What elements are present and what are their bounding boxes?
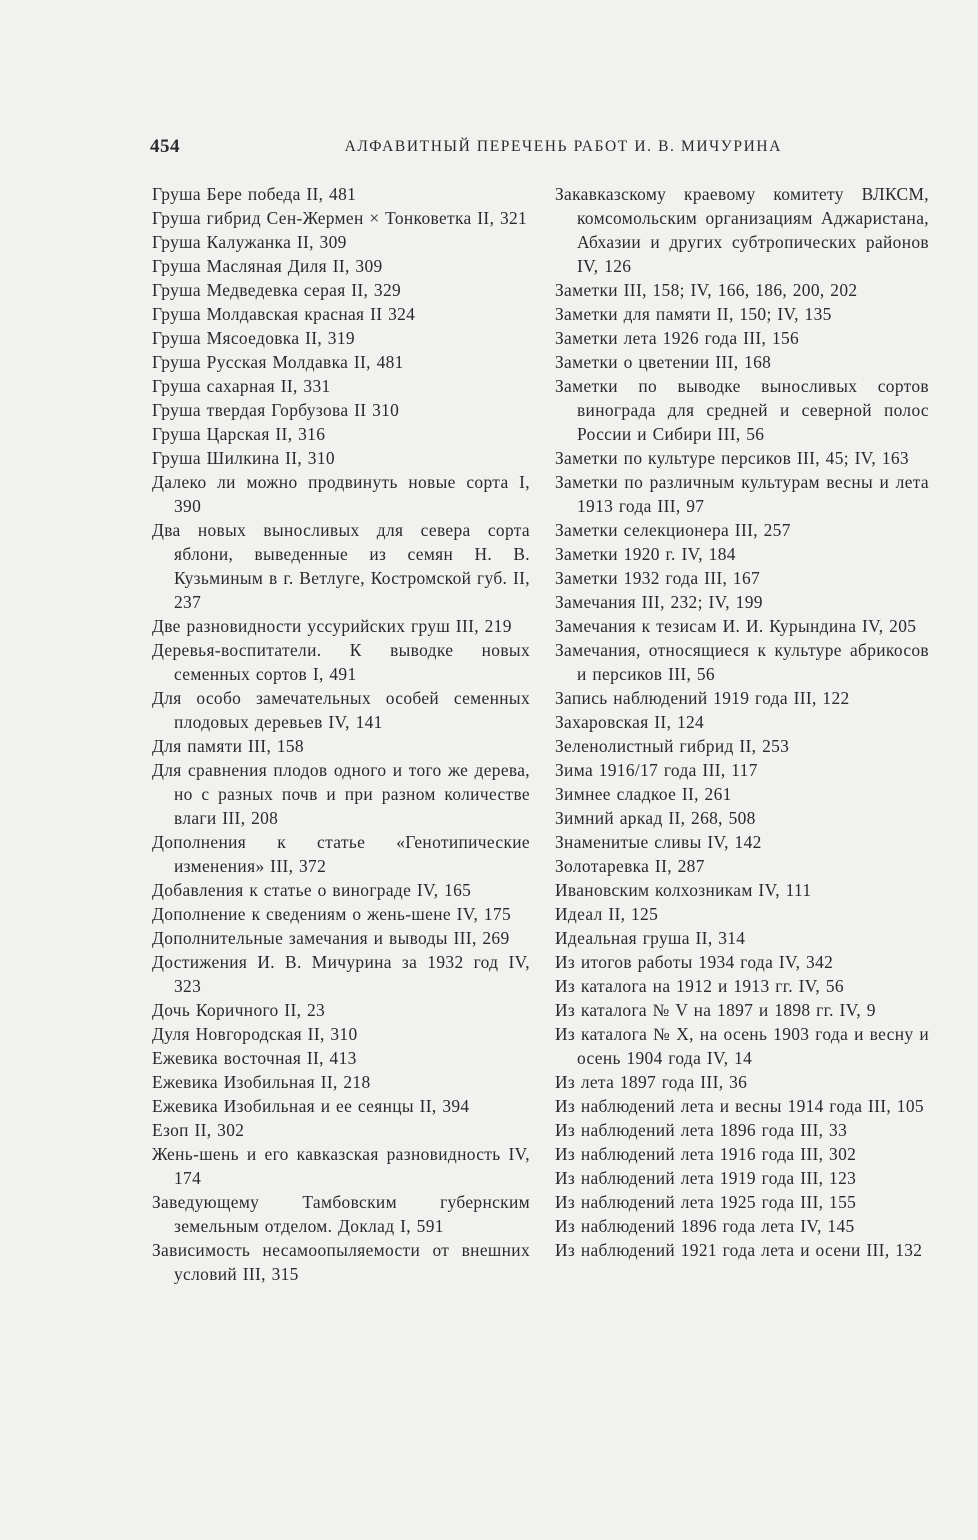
index-entry: Груша Медведевка серая II, 329: [152, 280, 402, 300]
running-title: АЛФАВИТНЫЙ ПЕРЕЧЕНЬ РАБОТ И. В. МИЧУРИНА: [344, 138, 782, 155]
index-entry: Груша Калужанка II, 309: [152, 232, 347, 252]
index-entry: Замечания к тезисам И. И. Курындина IV, 205: [555, 616, 917, 636]
index-entry: Груша Царская II, 316: [152, 424, 326, 444]
index-entry: Далеко ли можно продвинуть новые сорта I, 390: [152, 472, 530, 516]
index-entry: Ежевика Изобильная и ее сеянцы II, 394: [152, 1096, 470, 1116]
index-entry: Груша твердая Горбузова II 310: [152, 400, 400, 420]
index-entry: Из наблюдений лета 1916 года III, 302: [555, 1144, 857, 1164]
index-entry: Золотаревка II, 287: [555, 856, 705, 876]
index-entry: Два новых выносливых для севера сорта яблони, выведенные из семян Н. В. Кузьминым в г. Ветлуге, Костромской губ. II, 237: [152, 520, 530, 612]
index-entry: Дополнения к статье «Генотипические изменения» III, 372: [152, 832, 530, 876]
index-entry: Две разновидности уссурийских груш III, 219: [152, 616, 512, 636]
index-entry: Из наблюдений 1921 года лета и осени III, 132: [555, 1240, 923, 1260]
index-entry: Запись наблюдений 1919 года III, 122: [555, 688, 850, 708]
index-entry: Дуля Новгородская II, 310: [152, 1024, 358, 1044]
index-entry: Зеленолистный гибрид II, 253: [555, 736, 790, 756]
index-entry: Знаменитые сливы IV, 142: [555, 832, 762, 852]
index-entry: Замечания, относящиеся к культуре абрикосов и персиков III, 56: [555, 640, 929, 684]
index-entry: Из наблюдений лета 1919 года III, 123: [555, 1168, 857, 1188]
index-entry: Из каталога № V на 1897 и 1898 гг. IV, 9: [555, 1000, 876, 1020]
index-entry: Из наблюдений лета 1925 года III, 155: [555, 1192, 857, 1212]
index-entry: Езоп II, 302: [152, 1120, 245, 1140]
index-entry: Груша Мясоедовка II, 319: [152, 328, 355, 348]
index-entry: Замечания III, 232; IV, 199: [555, 592, 763, 612]
index-entry: Для памяти III, 158: [152, 736, 304, 756]
index-entry: Деревья-воспитатели. К выводке новых семенных сортов I, 491: [152, 640, 530, 684]
index-entry: Ивановским колхозникам IV, 111: [555, 880, 812, 900]
index-entry: Ежевика Изобильная II, 218: [152, 1072, 371, 1092]
index-entry: Заметки селекционера III, 257: [555, 520, 791, 540]
index-entry: Дополнение к сведениям о жень-шене IV, 175: [152, 904, 512, 924]
index-entry: Заметки 1920 г. IV, 184: [555, 544, 736, 564]
index-entry: Жень-шень и его кавказская разновидность IV, 174: [152, 1144, 530, 1188]
index-entry: Для сравнения плодов одного и того же дерева, но с разных почв и при разном количестве влаги III, 208: [152, 760, 530, 828]
index-entry: Из итогов работы 1934 года IV, 342: [555, 952, 834, 972]
index-entry: Заметки лета 1926 года III, 156: [555, 328, 800, 348]
index-entry: Дочь Коричного II, 23: [152, 1000, 326, 1020]
index-entry: Заметки для памяти II, 150; IV, 135: [555, 304, 832, 324]
index-entry: Зависимость несамоопыляемости от внешних условий III, 315: [152, 1240, 530, 1284]
index-entry: Заметки по культуре персиков III, 45; IV, 163: [555, 448, 909, 468]
index-entry: Зимний аркад II, 268, 508: [555, 808, 756, 828]
page-header: [150, 136, 782, 162]
index-entry: Из наблюдений лета и весны 1914 года III, 105: [555, 1096, 924, 1116]
index-entry: Груша сахарная II, 331: [152, 376, 331, 396]
index-entry: Достижения И. В. Мичурина за 1932 год IV, 323: [152, 952, 530, 996]
index-entry: Из каталога № X, на осень 1903 года и весну и осень 1904 года IV, 14: [555, 1024, 929, 1068]
index-entry: Из каталога на 1912 и 1913 гг. IV, 56: [555, 976, 844, 996]
index-entry: Заметки по выводке выносливых сортов винограда для средней и северной полос России и Сибири III, 56: [555, 376, 929, 444]
index-entry: Заведующему Тамбовским губернским земельным отделом. Доклад I, 591: [152, 1192, 530, 1236]
index-entry: Ежевика восточная II, 413: [152, 1048, 357, 1068]
index-entry: Из наблюдений 1896 года лета IV, 145: [555, 1216, 855, 1236]
index-entry: Груша гибрид Сен-Жермен × Тонковетка II, 321: [152, 208, 528, 228]
page-number: 454: [150, 136, 180, 157]
index-entry: Закавказскому краевому комитету ВЛКСМ, комсомольским организациям Аджаристана, Абхазии и других субтропических районов IV, 126: [555, 184, 929, 276]
index-entry: Для особо замечательных особей семенных плодовых деревьев IV, 141: [152, 688, 530, 732]
index-entry: Заметки III, 158; IV, 166, 186, 200, 202: [555, 280, 858, 300]
index-entry: Идеальная груша II, 314: [555, 928, 746, 948]
index-entry: Добавления к статье о винограде IV, 165: [152, 880, 472, 900]
index-entry: Заметки о цветении III, 168: [555, 352, 772, 372]
index-entry: Груша Русская Молдавка II, 481: [152, 352, 404, 372]
index-entry: Зимнее сладкое II, 261: [555, 784, 732, 804]
index-entry: Из лета 1897 года III, 36: [555, 1072, 748, 1092]
index-column-left: [152, 182, 530, 1286]
index-entry: Заметки по различным культурам весны и лета 1913 года III, 97: [555, 472, 929, 516]
index-column-right: [555, 182, 929, 1262]
index-entry: Груша Молдавская красная II 324: [152, 304, 416, 324]
index-entry: Зима 1916/17 года III, 117: [555, 760, 758, 780]
index-entry: Заметки 1932 года III, 167: [555, 568, 761, 588]
index-entry: Идеал II, 125: [555, 904, 659, 924]
index-entry: Захаровская II, 124: [555, 712, 705, 732]
index-entry: Из наблюдений лета 1896 года III, 33: [555, 1120, 848, 1140]
index-entry: Груша Бере победа II, 481: [152, 184, 357, 204]
index-entry: Груша Шилкина II, 310: [152, 448, 335, 468]
index-entry: Груша Масляная Диля II, 309: [152, 256, 383, 276]
index-entry: Дополнительные замечания и выводы III, 269: [152, 928, 510, 948]
